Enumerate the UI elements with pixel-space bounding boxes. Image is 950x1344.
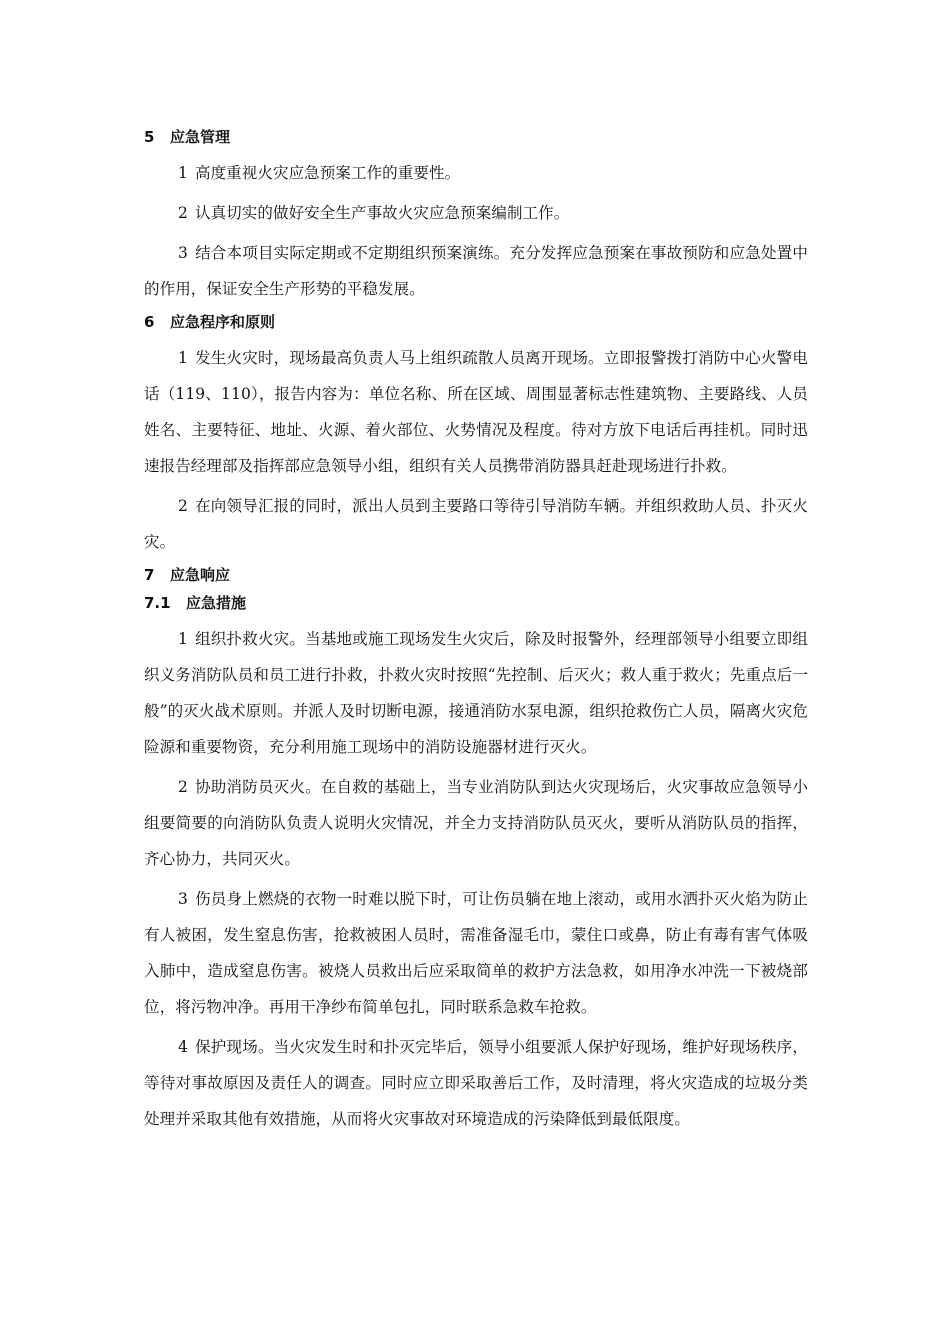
section-title: 应急程序和原则: [170, 313, 276, 331]
paragraph-text: 结合本项目实际定期或不定期组织预案演练。充分发挥应急预案在事故预防和应急处置中的作用，保证安全生产形势的平稳发展。: [144, 244, 808, 298]
section-number: 6: [144, 313, 155, 331]
paragraph: [144, 621, 808, 765]
paragraph-text: 协助消防员灭火。在自救的基础上，当专业消防队到达火灾现场后，火灾事故应急领导小组要简要的向消防队负责人说明火灾情况，并全力支持消防队员灭火，要听从消防队员的指挥，齐心协力，共同灭火。: [144, 778, 808, 868]
paragraph: [144, 340, 808, 484]
section-heading: [144, 127, 808, 147]
item-number: 4: [178, 1038, 188, 1056]
paragraph-text: 发生火灾时，现场最高负责人马上组织疏散人员离开现场。立即报警拨打消防中心火警电话（119、110），报告内容为：单位名称、所在区域、周围显著标志性建筑物、主要路线、人员姓名、主要特征、地址、火源、着火部位、火势情况及程度。待对方放下电话后再挂机。同时迅速报告经理部及指挥部应急领导小组，组织有关人员携带消防器具赶赴现场进行扑救。: [144, 349, 808, 475]
subsection-heading: [144, 593, 808, 613]
paragraph-text: 组织扑救火灾。当基地或施工现场发生火灾后，除及时报警外，经理部领导小组要立即组织义务消防队员和员工进行扑救，扑救火灾时按照“先控制、后灭火；救人重于救火；先重点后一般”的灭火战术原则。并派人及时切断电源，接通消防水泵电源，组织抢救伤亡人员，隔离火灾危险源和重要物资，充分利用施工现场中的消防设施器材进行灭火。: [144, 630, 808, 756]
item-number: 1: [178, 349, 188, 367]
paragraph: [144, 488, 808, 560]
section-number: 7: [144, 566, 155, 584]
paragraph-text: 高度重视火灾应急预案工作的重要性。: [194, 164, 461, 182]
section-title: 应急措施: [186, 594, 247, 612]
paragraph: [144, 881, 808, 1025]
item-number: 3: [178, 244, 188, 262]
section-number: 7.1: [144, 594, 171, 612]
paragraph: [144, 769, 808, 877]
section-title: 应急管理: [170, 128, 231, 146]
document-body: [144, 122, 808, 1141]
item-number: 3: [178, 890, 188, 908]
section-title: 应急响应: [170, 566, 231, 584]
section-number: 5: [144, 128, 155, 146]
paragraph: [144, 1029, 808, 1137]
paragraph: [144, 235, 808, 307]
paragraph: [144, 155, 808, 191]
item-number: 2: [178, 778, 188, 796]
item-number: 1: [178, 630, 188, 648]
paragraph: [144, 195, 808, 231]
section-heading: [144, 565, 808, 585]
item-number: 2: [178, 497, 188, 515]
paragraph-text: 伤员身上燃烧的衣物一时难以脱下时，可让伤员躺在地上滚动，或用水洒扑灭火焰为防止有人被困，发生窒息伤害，抢救被困人员时，需准备湿毛巾，蒙住口或鼻，防止有毒有害气体吸入肺中，造成窒息伤害。被烧人员救出后应采取简单的救护方法急救，如用净水冲洗一下被烧部位，将污物冲净。再用干净纱布简单包扎，同时联系急救车抢救。: [144, 890, 808, 1016]
paragraph-text: 认真切实的做好安全生产事故火灾应急预案编制工作。: [194, 204, 570, 222]
paragraph-text: 保护现场。当火灾发生时和扑灭完毕后，领导小组要派人保护好现场，维护好现场秩序，等待对事故原因及责任人的调查。同时应立即采取善后工作，及时清理，将火灾造成的垃圾分类处理并采取其他有效措施，从而将火灾事故对环境造成的污染降低到最低限度。: [144, 1038, 808, 1128]
paragraph-text: 在向领导汇报的同时，派出人员到主要路口等待引导消防车辆。并组织救助人员、扑灭火灾。: [144, 497, 808, 551]
item-number: 2: [178, 204, 188, 222]
item-number: 1: [178, 164, 188, 182]
section-heading: [144, 312, 808, 332]
